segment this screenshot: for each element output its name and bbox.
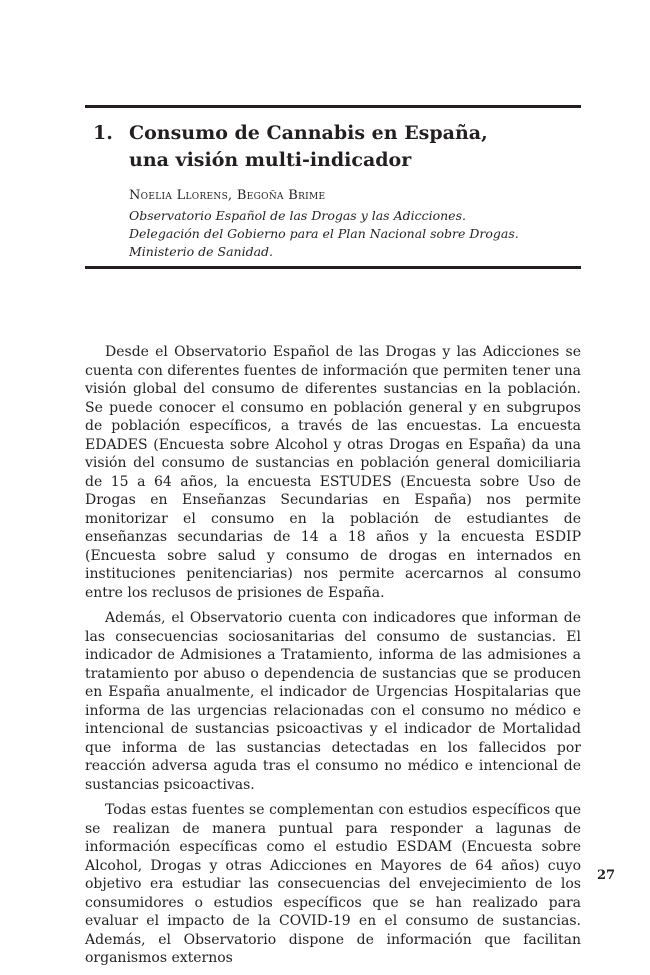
chapter-title-line-1: Consumo de Cannabis en España, bbox=[129, 122, 488, 144]
chapter-title bbox=[129, 120, 569, 174]
page-number: 27 bbox=[597, 868, 616, 883]
header-bottom-rule bbox=[85, 266, 581, 269]
header-top-rule bbox=[85, 105, 581, 108]
paragraph: Además, el Observatorio cuenta con indicadores que informan de las consecuencias sociosanitarias del consumo de sustancias. El indicador de Admisiones a Tratamiento, informa de las admisiones a tratamiento por abuso o dependencia de sustancias que se producen en España anualmente, el indicador de Urgencias Hospitalarias que informa de las urgencias relacionadas con el consumo no médico e intencional de sustancias psicoactivas y el indicador de Mortalidad que informa de las sustancias detectadas en los fallecidos por reacción adversa aguda tras el consumo no médico e intencional de sustancias psicoactivas. bbox=[85, 610, 581, 793]
authors: Noelia Llorens, Begoña Brime bbox=[129, 188, 326, 203]
affiliation-line: Delegación del Gobierno para el Plan Nacional sobre Drogas. bbox=[129, 226, 519, 241]
affiliation-line: Observatorio Español de las Drogas y las Adicciones. bbox=[129, 208, 466, 223]
chapter-title-line-2: una visión multi-indicador bbox=[129, 149, 412, 171]
affiliation-line: Ministerio de Sanidad. bbox=[129, 244, 274, 259]
chapter-number: 1. bbox=[93, 122, 113, 144]
paragraph: Desde el Observatorio Español de las Drogas y las Adicciones se cuenta con diferentes fuentes de información que permiten tener una visión global del consumo de diferentes sustancias en la población. Se puede conocer el consumo en población general y en subgrupos de población específicos, a través de las encuestas. La encuesta EDADES (Encuesta sobre Alcohol y otras Drogas en España) da una visión del consumo de sustancias en población general domiciliaria de 15 a 64 años, la encuesta ESTUDES (Encuesta sobre Uso de Drogas en Enseñanzas Secundarias en España) nos permite monitorizar el consumo en la población de estudiantes de enseñanzas secundarias de 14 a 18 años y la encuesta ESDIP (Encuesta sobre salud y consumo de drogas en internados en instituciones penitenciarias) nos permite acercarnos al consumo entre los reclusos de prisiones de España. bbox=[85, 344, 581, 601]
body-text bbox=[85, 343, 581, 975]
affiliations bbox=[129, 207, 579, 261]
paragraph: Todas estas fuentes se complementan con estudios específicos que se realizan de manera puntual para responder a lagunas de información específicas como el estudio ESDAM (Encuesta sobre Alcohol, Drogas y otras Adicciones en Mayores de 64 años) cuyo objetivo era estudiar las consecuencias del envejecimiento de los consumidores o estudios específicos que se han realizado para evaluar el impacto de la COVID-19 en el consumo de sustancias. Además, el Observatorio dispone de información que facilitan organismos externos bbox=[85, 802, 581, 966]
